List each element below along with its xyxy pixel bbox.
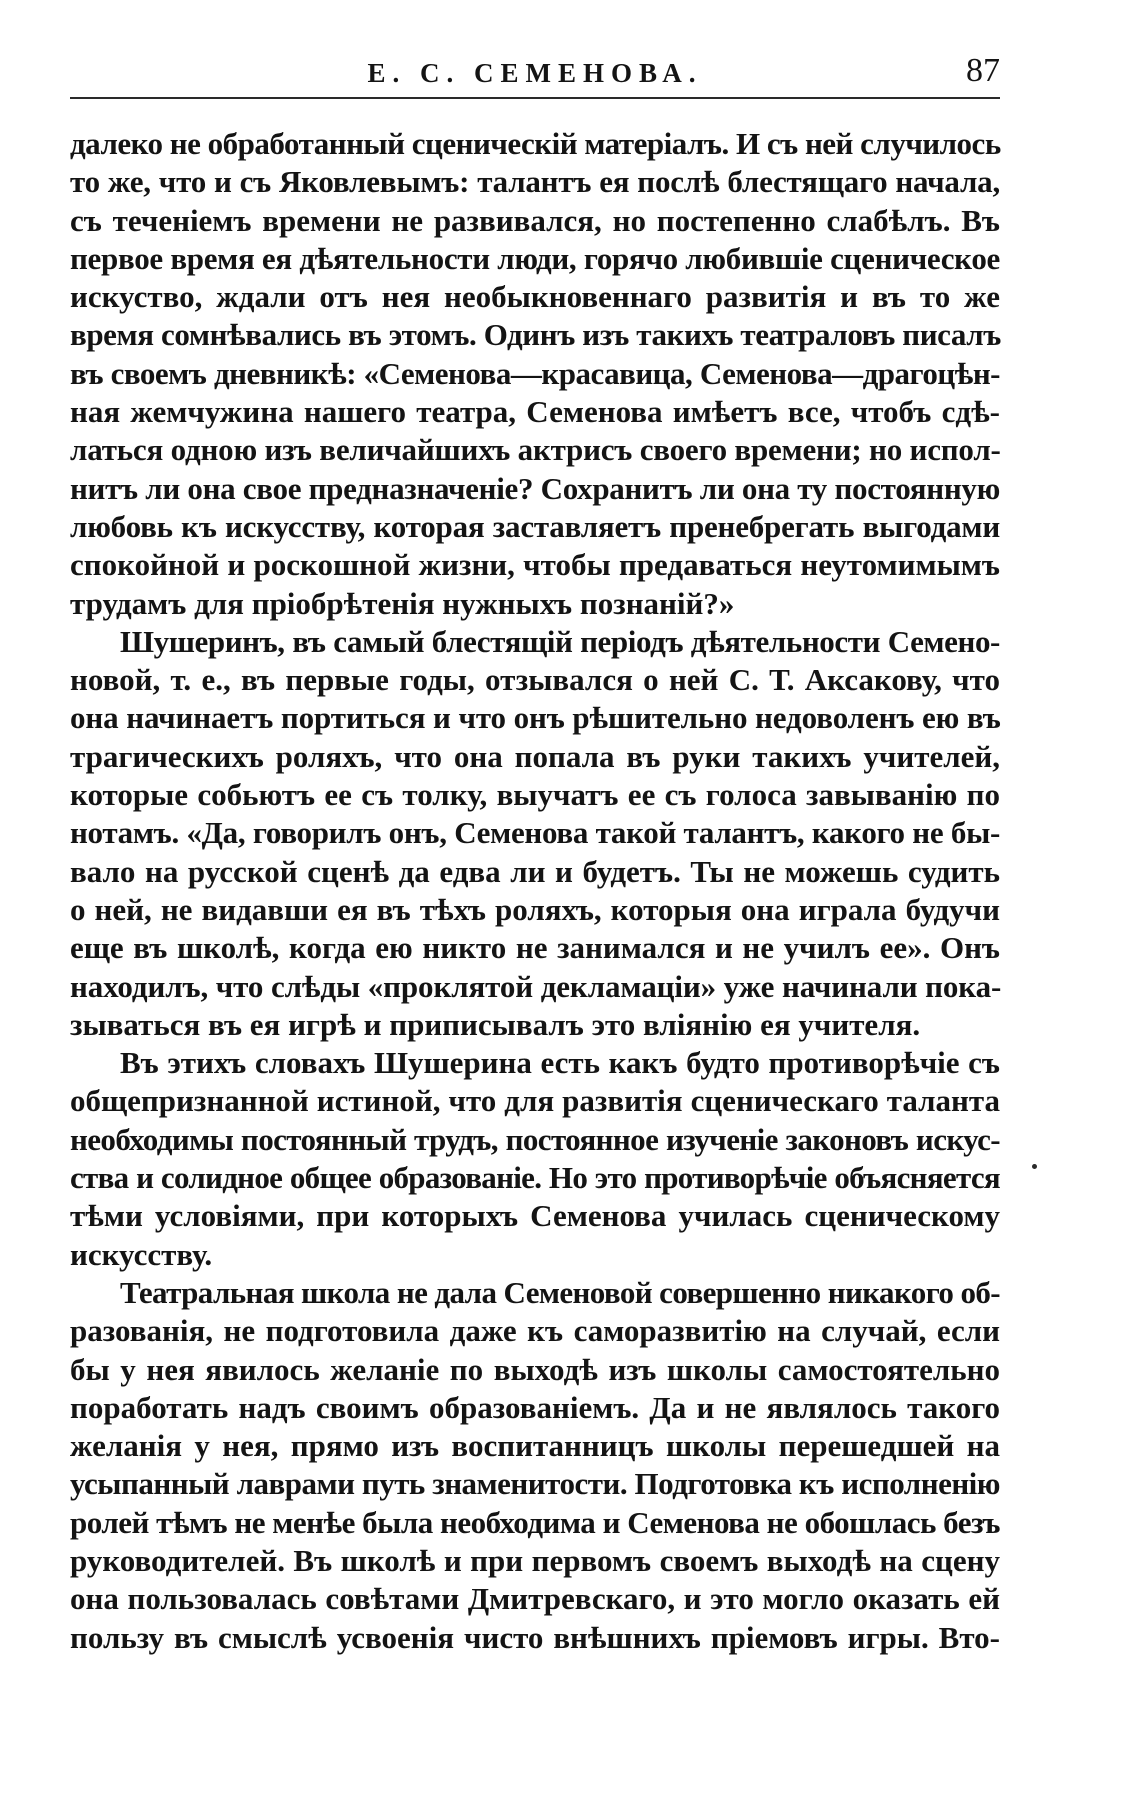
text-line: въ своемъ дневникѣ: «Семенова—красавица, Семенова—драгоцѣн-: [70, 355, 1000, 391]
text-line: общепризнанной истиной, что для развитія сценическаго таланта: [70, 1083, 1000, 1119]
text-line: съ теченіемъ времени не развивался, но постепенно слабѣлъ. Въ: [70, 202, 1000, 238]
text-line: время сомнѣвались въ этомъ. Одинъ изъ такихъ театраловъ писалъ: [70, 317, 1001, 353]
running-head: Е. С. СЕМЕНОВА.: [367, 58, 703, 88]
text-line: новой, т. е., въ первые годы, отзывался о ней С. Т. Аксакову, что: [70, 662, 1000, 698]
text-line: которые собьютъ ее съ толку, выучатъ ее съ голоса завыванію по: [70, 777, 1000, 813]
text-line: находилъ, что слѣды «проклятой декламаціи» уже начинали пока-: [70, 968, 1002, 1004]
text-line: о ней, не видавши ея въ тѣхъ роляхъ, которыя она играла будучи: [70, 891, 1000, 927]
text-line: она пользовалась совѣтами Дмитревскаго, и это могло оказать ей: [70, 1581, 1000, 1617]
text-line: нотамъ. «Да, говорилъ онъ, Семенова такой талантъ, какого не бы-: [70, 815, 1000, 851]
text-line: вало на русской сценѣ да едва ли и будетъ. Ты не можешь судить: [70, 853, 1000, 889]
text-line: она начинаетъ портиться и что онъ рѣшительно недоволенъ ею въ: [70, 700, 1001, 736]
page-header: [70, 50, 1000, 100]
text-line: то же, что и съ Яковлевымъ: талантъ ея послѣ блестящаго начала,: [70, 164, 1000, 200]
text-line: латься одною изъ величайшихъ актрисъ своего времени; но испол-: [70, 432, 1001, 468]
text-line: спокойной и роскошной жизни, чтобы предаваться неутомимымъ: [70, 547, 1000, 583]
text-line: еще въ школѣ, когда ею никто не занимался и не училъ ее». Онъ: [70, 930, 1000, 966]
text-line: разованія, не подготовила даже къ саморазвитію на случай, если: [70, 1313, 1000, 1349]
text-line: искусству.: [70, 1236, 213, 1272]
text-line: ролей тѣмъ не менѣе была необходима и Семенова не обошлась безъ: [70, 1504, 1000, 1540]
text-line: Въ этихъ словахъ Шушерина есть какъ будто противорѣчіе съ: [120, 1045, 1000, 1081]
paragraph: [70, 125, 1000, 623]
ink-speck: [1032, 1164, 1037, 1169]
text-line: зываться въ ея игрѣ и приписывалъ это вліянію ея учителя.: [70, 1006, 921, 1042]
paragraph: [70, 623, 1000, 1044]
body-text: [70, 125, 1000, 1657]
text-line: трудамъ для пріобрѣтенія нужныхъ познаній?»: [70, 585, 735, 621]
paragraph: [70, 1044, 1000, 1274]
text-line: Театральная школа не дала Семеновой совершенно никакого об-: [120, 1274, 1000, 1310]
text-line: любовь къ искусству, которая заставляетъ пренебрегать выгодами: [70, 508, 1000, 544]
text-line: далеко не обработанный сценическій матеріалъ. И съ ней случилось: [70, 126, 1001, 161]
text-line: трагическихъ роляхъ, что она попала въ руки такихъ учителей,: [70, 738, 1000, 774]
text-line: нитъ ли она свое предназначеніе? Сохранитъ ли она ту постоянную: [70, 470, 1000, 506]
text-line: первое время ея дѣятельности люди, горячо любившіе сценическое: [70, 240, 1000, 276]
text-line: желанія у нея, прямо изъ воспитанницъ школы перешедшей на: [70, 1428, 1000, 1464]
text-line: Шушеринъ, въ самый блестящій періодъ дѣятельности Семено-: [120, 623, 1000, 659]
text-line: бы у нея явилось желаніе по выходѣ изъ школы самостоятельно: [70, 1351, 1000, 1387]
page-number: 87: [966, 52, 1000, 89]
text-line: искуство, ждали отъ нея необыкновеннаго развитія и въ то же: [70, 279, 1000, 315]
text-line: ная жемчужина нашего театра, Семенова имѣетъ все, чтобъ сдѣ-: [70, 394, 1000, 430]
text-line: ства и солидное общее образованіе. Но это противорѣчіе объясняется: [70, 1160, 1000, 1196]
text-line: усыпанный лаврами путь знаменитости. Подготовка къ исполненію: [70, 1466, 1000, 1502]
text-line: пользу въ смыслѣ усвоенія чисто внѣшнихъ пріемовъ игры. Вто-: [70, 1619, 1000, 1655]
text-line: тѣми условіями, при которыхъ Семенова училась сценическому: [70, 1198, 1000, 1234]
text-line: необходимы постоянный трудъ, постоянное изученіе законовъ искус-: [70, 1121, 1000, 1157]
header-rule: [70, 97, 1000, 99]
text-line: руководителей. Въ школѣ и при первомъ своемъ выходѣ на сцену: [70, 1542, 1000, 1578]
paragraph: [70, 1274, 1000, 1657]
text-line: поработать надъ своимъ образованіемъ. Да и не являлось такого: [70, 1389, 1000, 1425]
